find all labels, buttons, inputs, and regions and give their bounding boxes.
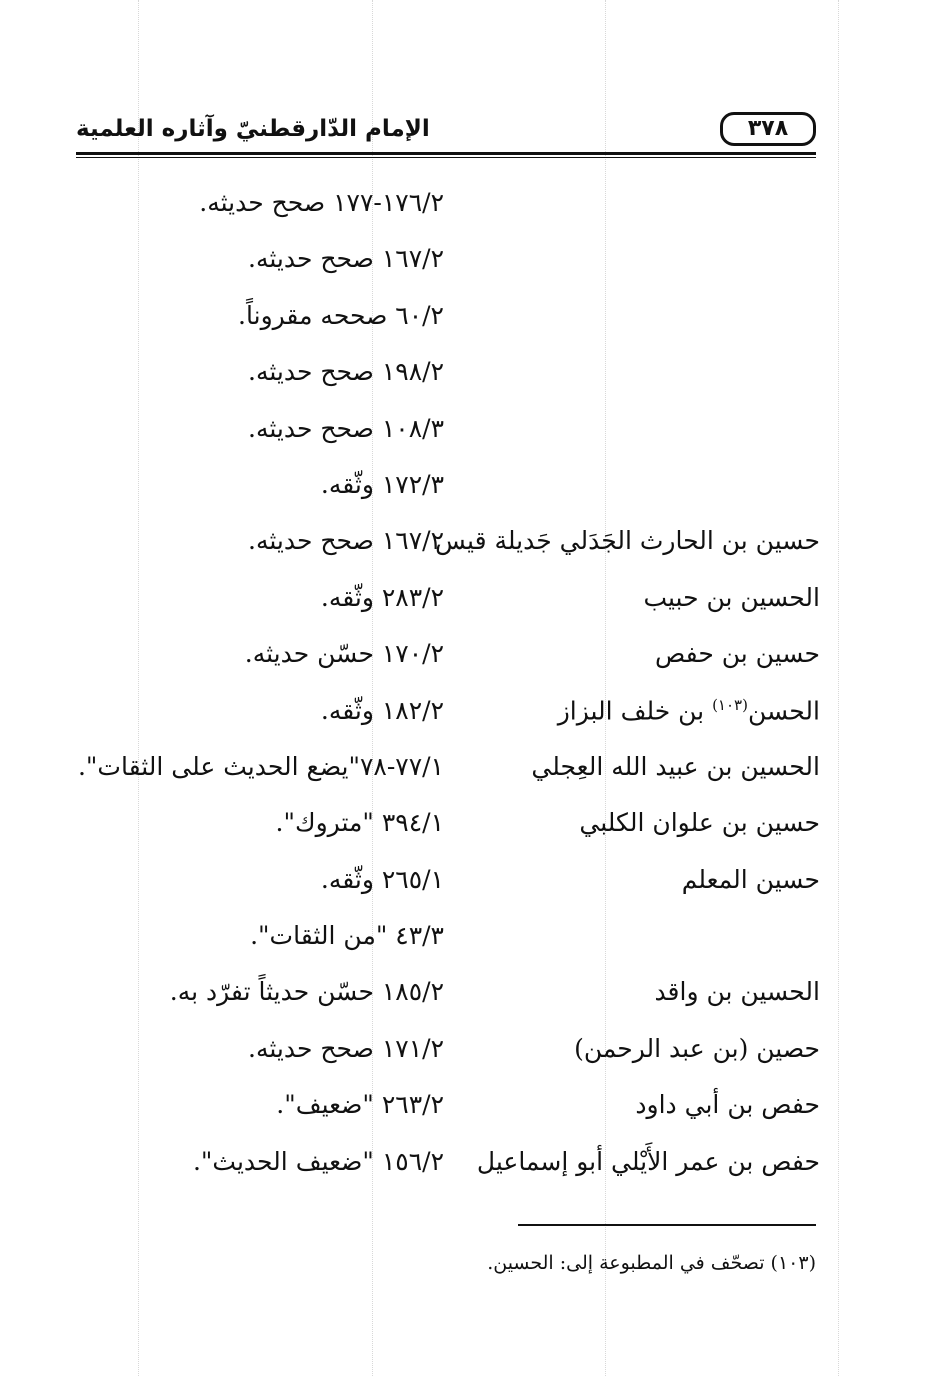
narrator-name-part: بن خلف البزاز [557,695,713,725]
narrator-name: حسين بن علوان الكلبي [579,808,820,838]
narrator-name: حسين بن الحارث الجَدَلي جَديلة قيس [435,526,820,556]
narrator-list [60,182,820,1197]
list-item [60,690,820,746]
reference-note: ١٦٧/٢ صحح حديثه. [248,526,444,556]
reference-note: ٧٧/١-٧٨"يضع الحديث على الثقات". [77,751,444,781]
narrator-name: حصين (بن عبد الرحمن) [574,1033,820,1063]
list-item [60,971,820,1027]
reference-note: ١٧٢/٣ وثّقه. [320,469,444,499]
narrator-name: حفص بن عمر الأَيْلي أبو إسماعيل [476,1146,820,1176]
list-item [60,746,820,802]
header-rule [76,152,816,155]
narrator-name: الحسين بن واقد [654,977,820,1007]
list-item [60,1028,820,1084]
reference-note: ٢٨٣/٢ وثّقه. [320,582,444,612]
reference-note: ١٩٨/٢ صحح حديثه. [248,357,444,387]
reference-note: ١٥٦/٢ "ضعيف الحديث". [192,1146,444,1176]
list-item [60,295,820,351]
narrator-name: الحسين بن عبيد الله العِجلي [531,751,820,781]
narrator-name: حسين بن حفص [655,639,820,669]
reference-note: ١٨٥/٢ حسّن حديثاً تفرّد به. [169,977,444,1007]
list-item [60,351,820,407]
list-item [60,1084,820,1140]
narrator-name [465,696,820,725]
list-item [60,238,820,294]
list-item [60,1141,820,1197]
reference-note: ١٧١/٢ صحح حديثه. [248,1033,444,1063]
list-item [60,802,820,858]
reference-note: ٤٣/٣ "من الثقات". [250,921,444,951]
reference-note: ١٨٢/٢ وثّقه. [320,695,444,725]
list-item [60,577,820,633]
list-item [60,915,820,971]
footnote: (١٠٣) تصحّف في المطبوعة إلى: الحسين. [487,1252,816,1274]
list-item [60,520,820,576]
page-number: ٣٧٨ [720,112,816,146]
list-item [60,408,820,464]
narrator-name-part: الحسن [747,695,820,725]
reference-note: ١٠٨/٣ صحح حديثه. [248,413,444,443]
reference-note: ١٧٦/٢-١٧٧ صحح حديثه. [199,188,444,217]
narrator-name: حفص بن أبي داود [635,1090,820,1120]
reference-note: ٦٠/٢ صححه مقروناً. [238,300,444,330]
list-item [60,859,820,915]
list-item [60,182,820,238]
reference-note: ٢٦٣/٢ "ضعيف". [276,1090,444,1120]
header-rule-thin [76,157,816,158]
footnote-marker: (١٠٣) [712,695,748,714]
narrator-name: حسين المعلم [681,864,820,894]
reference-note: ١٧٠/٢ حسّن حديثه. [244,639,444,669]
narrator-name: الحسين بن حبيب [643,582,820,612]
list-item [60,633,820,689]
reference-note: ٣٩٤/١ "متروك". [275,808,444,838]
reference-note: ١٦٧/٢ صحح حديثه. [248,244,444,274]
running-title: الإمام الدّارقطنيّ وآثاره العلمية [76,116,430,142]
scan-guide-line [838,0,839,1376]
footnote-separator [518,1224,816,1226]
reference-note: ٢٦٥/١ وثّقه. [320,864,444,894]
list-item [60,464,820,520]
page-header [76,110,816,156]
